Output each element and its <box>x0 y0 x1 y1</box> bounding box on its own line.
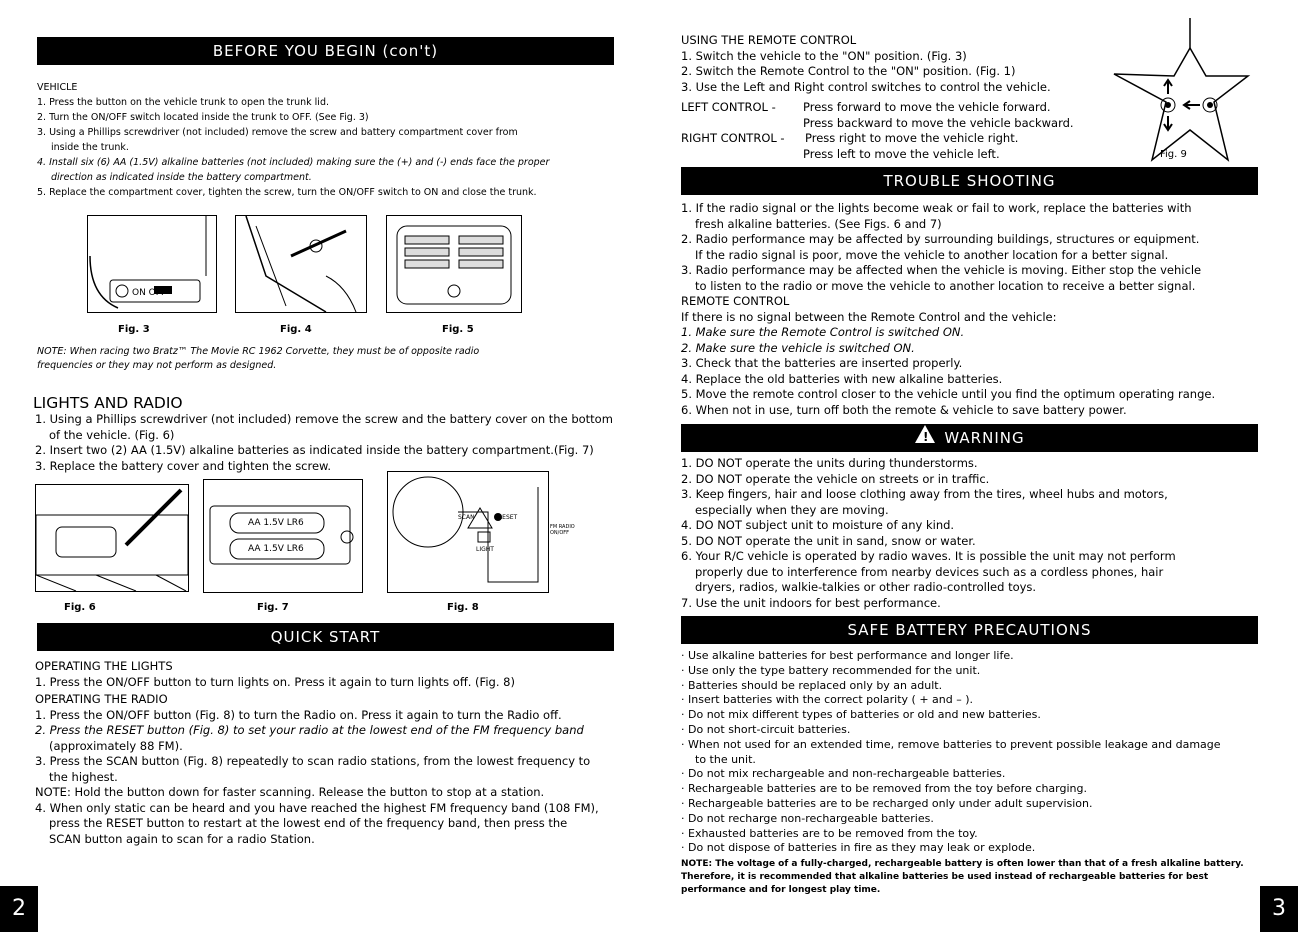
fig8-scan-label: SCAN <box>458 514 475 521</box>
trouble-item: 1. If the radio signal or the lights become weak or fail to work, replace the batteries with <box>681 201 1192 215</box>
warning-triangle-icon <box>914 424 936 453</box>
radio-op-title: OPERATING THE RADIO <box>35 692 168 706</box>
fig6-drawing <box>36 485 188 591</box>
fig5-caption: Fig. 5 <box>442 324 474 335</box>
fig7-battery-label: AA 1.5V LR6 <box>248 544 304 554</box>
fig4-illustration <box>235 215 367 313</box>
warning-section <box>681 456 1261 611</box>
warning-item: 2. DO NOT operate the vehicle on streets or in traffic. <box>681 471 990 486</box>
warning-item: 3. Keep fingers, hair and loose clothing away from the tires, wheel hubs and motors, <box>681 487 1168 501</box>
warning-item: 1. DO NOT operate the units during thunderstorms. <box>681 456 978 470</box>
remote2-item: 6. When not in use, turn off both the remote & vehicle to save battery power. <box>681 402 1127 417</box>
battery-item: · Do not short-circuit batteries. <box>681 722 851 736</box>
left-control-a: Press forward to move the vehicle forward. <box>803 100 1051 114</box>
battery-section <box>681 649 1271 856</box>
fig3-switch-label: ON OFF <box>132 288 167 298</box>
remote2-item: 2. Make sure the vehicle is switched ON. <box>681 340 915 355</box>
warning-item: 7. Use the unit indoors for best performance. <box>681 595 941 610</box>
page-number-right: 3 <box>1260 886 1298 932</box>
header-trouble-shooting: TROUBLE SHOOTING <box>681 167 1258 195</box>
fig7-illustration <box>203 479 363 593</box>
note-line: frequencies or they may not perform as designed. <box>37 360 277 371</box>
battery-item: · When not used for an extended time, remove batteries to prevent possible leakage and damage <box>681 737 1221 751</box>
fig3-caption: Fig. 3 <box>118 324 150 335</box>
battery-note-line: NOTE: The voltage of a fully-charged, rechargeable battery is often lower than that of a fresh alkaline battery. <box>681 859 1244 869</box>
fig5-drawing <box>387 216 521 312</box>
trouble-section <box>681 201 1261 418</box>
vehicle-step: 1. Press the button on the vehicle trunk to open the trunk lid. <box>37 97 329 108</box>
quick-start-section <box>35 659 625 847</box>
radio-op-step: (approximately 88 FM). <box>49 738 183 753</box>
battery-item: · Rechargeable batteries are to be removed from the toy before charging. <box>681 782 1087 796</box>
radio-op-step: 3. Press the SCAN button (Fig. 8) repeatedly to scan radio stations, from the lowest frequency to <box>35 754 591 768</box>
remote-control-section <box>681 33 1121 95</box>
header-quick-start: QUICK START <box>37 623 614 651</box>
fig9-caption: Fig. 9 <box>1160 149 1187 160</box>
radio-op-step: 1. Press the ON/OFF button (Fig. 8) to turn the Radio on. Press it again to turn the Radio off. <box>35 707 562 722</box>
fig3-drawing <box>88 216 216 312</box>
page-number-left: 2 <box>0 886 38 932</box>
remote-step: 1. Switch the vehicle to the "ON" position. (Fig. 3) <box>681 48 967 63</box>
arrow-down-icon <box>1164 116 1172 130</box>
lights-step: 3. Replace the battery cover and tighten the screw. <box>35 458 332 473</box>
remote2-item: 1. Make sure the Remote Control is switched ON. <box>681 325 965 339</box>
header-safe-battery: SAFE BATTERY PRECAUTIONS <box>681 616 1258 644</box>
arrow-left-icon <box>1184 101 1200 109</box>
note-line: NOTE: When racing two Bratz™ The Movie RC 1962 Corvette, they must be of opposite radio <box>37 346 480 357</box>
remote2-title: REMOTE CONTROL <box>681 294 790 308</box>
vehicle-step: 3. Using a Phillips screwdriver (not included) remove the screw and battery compartment cover from <box>37 127 518 138</box>
battery-item: · Use alkaline batteries for best performance and longer life. <box>681 649 1014 662</box>
svg-text:!: ! <box>923 430 930 444</box>
warning-title: WARNING <box>944 429 1025 447</box>
battery-note <box>681 858 1261 897</box>
header-before-you-begin: BEFORE YOU BEGIN (con't) <box>37 37 614 65</box>
warning-item: especially when they are moving. <box>695 502 889 517</box>
warning-item: dryers, radios, walkie-talkies or other radio-controlled toys. <box>695 580 1037 594</box>
left-control-b: Press backward to move the vehicle backward. <box>803 116 1074 130</box>
battery-item: · Use only the type battery recommended for the unit. <box>681 663 981 677</box>
trouble-item: 3. Radio performance may be affected when the vehicle is moving. Either stop the vehicle <box>681 263 1202 277</box>
radio-op-step: the highest. <box>49 769 118 784</box>
radio-op-note: NOTE: Hold the button down for faster scanning. Release the button to stop at a station. <box>35 785 545 799</box>
remote2-item: 5. Move the remote control closer to the vehicle until you find the optimum operating range. <box>681 387 1216 401</box>
radio-op-step: SCAN button again to scan for a radio Station. <box>49 831 315 846</box>
fig8-caption: Fig. 8 <box>447 602 479 613</box>
trouble-item: to listen to the radio or move the vehicle to another location to receive a better signal. <box>695 278 1196 293</box>
battery-item: · Rechargeable batteries are to be recharged only under adult supervision. <box>681 796 1093 810</box>
right-control-label: RIGHT CONTROL - <box>681 131 785 145</box>
warning-item: 6. Your R/C vehicle is operated by radio waves. It is possible the unit may not perform <box>681 549 1176 563</box>
lights-and-radio-title: LIGHTS AND RADIO <box>33 394 183 412</box>
battery-item: · Exhausted batteries are to be removed from the toy. <box>681 826 978 840</box>
battery-item: · Do not mix different types of batteries or old and new batteries. <box>681 708 1041 722</box>
lights-step: 2. Insert two (2) AA (1.5V) alkaline batteries as indicated inside the battery compartment.(Fig. 7) <box>35 443 594 457</box>
header-warning <box>681 424 1258 452</box>
left-control-label: LEFT CONTROL - <box>681 100 776 114</box>
remote2-intro: If there is no signal between the Remote Control and the vehicle: <box>681 309 1057 324</box>
vehicle-step: 2. Turn the ON/OFF switch located inside the trunk to OFF. (See Fig. 3) <box>37 112 369 123</box>
warning-item: 4. DO NOT subject unit to moisture of any kind. <box>681 518 955 532</box>
remote-title: USING THE REMOTE CONTROL <box>681 33 857 47</box>
radio-op-step: 4. When only static can be heard and you have reached the highest FM frequency band (108 FM), <box>35 800 599 815</box>
radio-op-step: press the RESET button to restart at the lowest end of the frequency band, then press the <box>49 816 568 830</box>
fig8-reset-label: RESET <box>498 514 518 521</box>
vehicle-section <box>37 80 617 200</box>
warning-item: 5. DO NOT operate the unit in sand, snow or water. <box>681 533 976 548</box>
fig7-battery-label: AA 1.5V LR6 <box>248 518 304 528</box>
vehicle-step: 4. Install six (6) AA (1.5V) alkaline batteries (not included) making sure the (+) and (-) ends face the proper <box>37 157 550 168</box>
vehicle-title: VEHICLE <box>37 82 78 93</box>
lights-step: 1. Using a Phillips screwdriver (not included) remove the screw and the battery cover on the bottom <box>35 412 613 426</box>
battery-note-line: performance and for longest play time. <box>681 885 881 895</box>
vehicle-step: direction as indicated inside the battery compartment. <box>51 172 312 183</box>
battery-note-line: Therefore, it is recommended that alkaline batteries be used instead of rechargeable batteries for best <box>681 872 1209 882</box>
vehicle-step: 5. Replace the compartment cover, tighten the screw, turn the ON/OFF switch to ON and close the trunk. <box>37 187 537 198</box>
fig8-fm-label: FM RADIO ON/OFF <box>550 524 575 536</box>
fig9-remote-star <box>1110 18 1256 168</box>
racing-note <box>37 345 617 373</box>
right-control-a: Press right to move the vehicle right. <box>805 131 1019 145</box>
battery-item: · Do not recharge non-rechargeable batteries. <box>681 811 934 825</box>
battery-item: · Insert batteries with the correct polarity ( + and – ). <box>681 693 974 707</box>
remote2-item: 3. Check that the batteries are inserted properly. <box>681 356 963 370</box>
radio-op-step: 2. Press the RESET button (Fig. 8) to set your radio at the lowest end of the FM frequency band <box>35 723 584 737</box>
fig8-drawing <box>388 472 548 592</box>
remote-step: 2. Switch the Remote Control to the "ON" position. (Fig. 1) <box>681 64 1016 78</box>
fig6-caption: Fig. 6 <box>64 602 96 613</box>
lights-steps <box>35 412 625 474</box>
battery-item: · Do not dispose of batteries in fire as they may leak or explode. <box>681 841 1036 855</box>
fig7-caption: Fig. 7 <box>257 602 289 613</box>
battery-item: · Batteries should be replaced only by an adult. <box>681 678 943 692</box>
trouble-item: 2. Radio performance may be affected by surrounding buildings, structures or equipment. <box>681 232 1200 246</box>
warning-item: properly due to interference from nearby devices such as a cordless phones, hair <box>695 564 1164 579</box>
fig6-illustration <box>35 484 189 592</box>
lights-op-title: OPERATING THE LIGHTS <box>35 659 173 673</box>
right-control-b: Press left to move the vehicle left. <box>803 147 1000 161</box>
fig7-drawing <box>204 480 362 592</box>
battery-item: to the unit. <box>695 752 756 766</box>
fig3-illustration <box>87 215 217 313</box>
remote-step: 3. Use the Left and Right control switches to control the vehicle. <box>681 79 1051 94</box>
fig8-light-label: LIGHT <box>476 546 494 553</box>
lights-step: of the vehicle. (Fig. 6) <box>49 427 175 442</box>
vehicle-step: inside the trunk. <box>51 142 129 153</box>
trouble-item: If the radio signal is poor, move the vehicle to another location for a better signal. <box>695 247 1169 262</box>
fig4-drawing <box>236 216 366 312</box>
fig8-illustration <box>387 471 549 593</box>
arrow-up-icon <box>1164 80 1172 94</box>
trouble-item: fresh alkaline batteries. (See Figs. 6 and 7) <box>695 216 942 231</box>
fig5-illustration <box>386 215 522 313</box>
fig4-caption: Fig. 4 <box>280 324 312 335</box>
remote2-item: 4. Replace the old batteries with new alkaline batteries. <box>681 371 1003 386</box>
lights-op-step: 1. Press the ON/OFF button to turn lights on. Press it again to turn lights off. (Fig. 8) <box>35 674 515 689</box>
battery-item: · Do not mix rechargeable and non-rechargeable batteries. <box>681 767 1006 781</box>
